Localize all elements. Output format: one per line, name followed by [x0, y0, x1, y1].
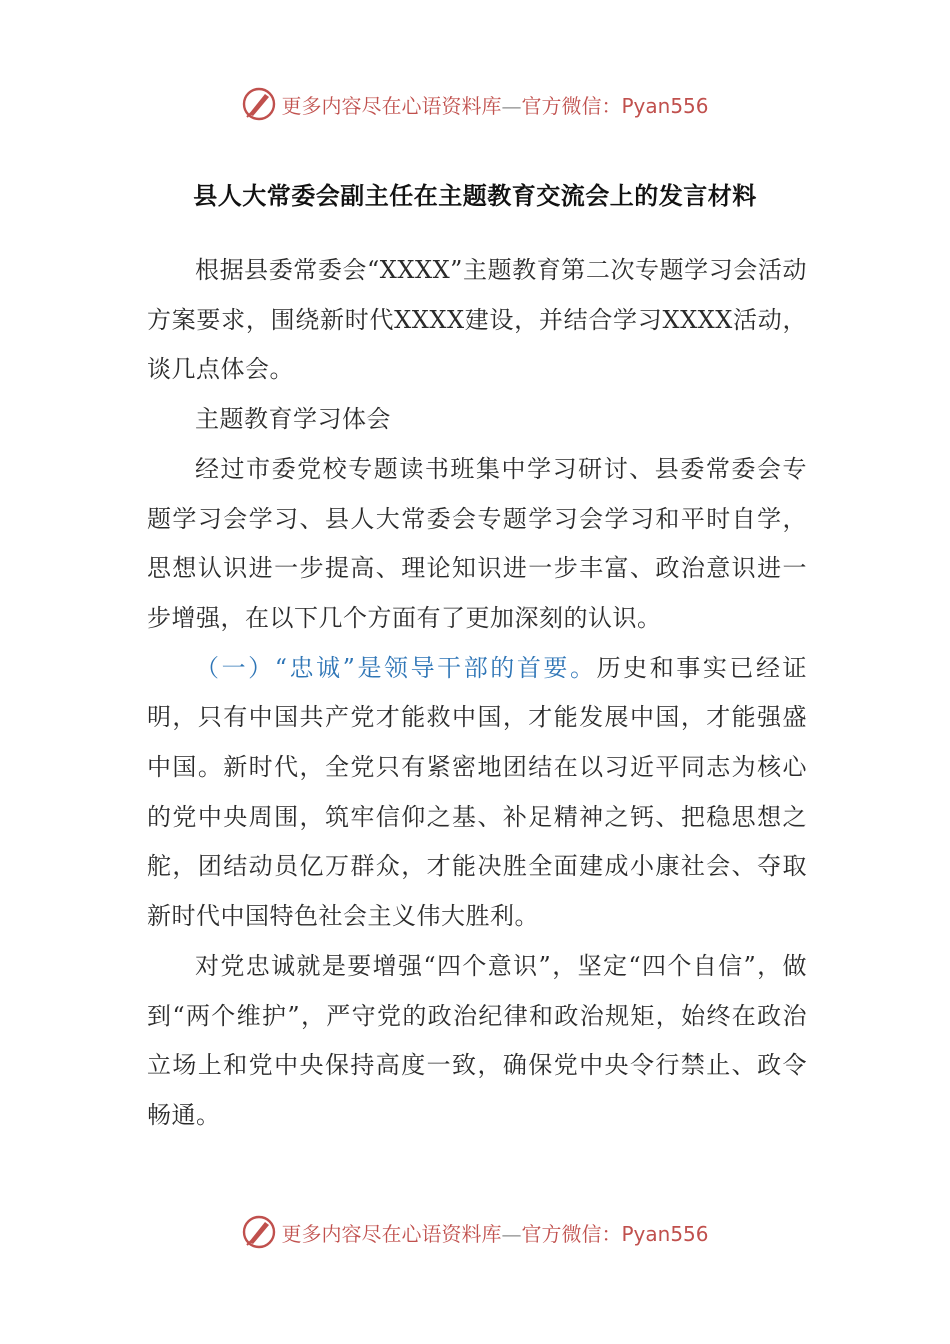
- footer-watermark-banner: [0, 1212, 950, 1252]
- wechat-id: Pyan556: [621, 93, 709, 118]
- loyalty-body: 历史和事实已经证明，只有中国共产党才能救中国，才能发展中国，才能强盛中国。新时代，全党只有紧密地团结在以习近平同志为核心的党中央周围，筑牢信仰之基、补足精神之钙、把稳思想之舵，团结动员亿万群众，才能决胜全面建成小康社会、夺取新时代中国特色社会主义伟大胜利。: [147, 653, 808, 931]
- header-watermark-banner: [0, 84, 950, 124]
- quill-pen-logo-icon: [241, 1214, 277, 1250]
- watermark-text: 更多内容尽在心语资料库—官方微信：Pyan556: [281, 1221, 709, 1246]
- document-body: [147, 246, 807, 1141]
- paragraph-loyalty-requirements: 对党忠诚就是要增强“四个意识”，坚定“四个自信”，做到“两个维护”，严守党的政治纪律和政治规矩，始终在政治立场上和党中央保持高度一致，确保党中央令行禁止、政令畅通。: [147, 951, 807, 1129]
- paragraph-learning: 经过市委党校专题读书班集中学习研讨、县委常委会专题学习会学习、县人大常委会专题学习会学习和平时自学，思想认识进一步提高、理论知识进一步丰富、政治意识进一步增强，在以下几个方面有了更加深刻的认识。: [147, 454, 807, 632]
- quill-pen-logo-icon: [241, 86, 277, 122]
- section-heading: 主题教育学习体会: [195, 405, 391, 434]
- loyalty-subheading: （一）“忠诚”是领导干部的首要。: [195, 653, 597, 682]
- wechat-id: Pyan556: [621, 1221, 709, 1246]
- document-title: 县人大常委会副主任在主题教育交流会上的发言材料: [193, 182, 757, 210]
- paragraph-intro: 根据县委常委会“XXXX”主题教育第二次专题学习会活动方案要求，围绕新时代XXXX建设，并结合学习XXXX活动，谈几点体会。: [147, 256, 807, 384]
- watermark-text: 更多内容尽在心语资料库—官方微信：Pyan556: [281, 93, 709, 118]
- paragraph-loyalty: [147, 644, 807, 942]
